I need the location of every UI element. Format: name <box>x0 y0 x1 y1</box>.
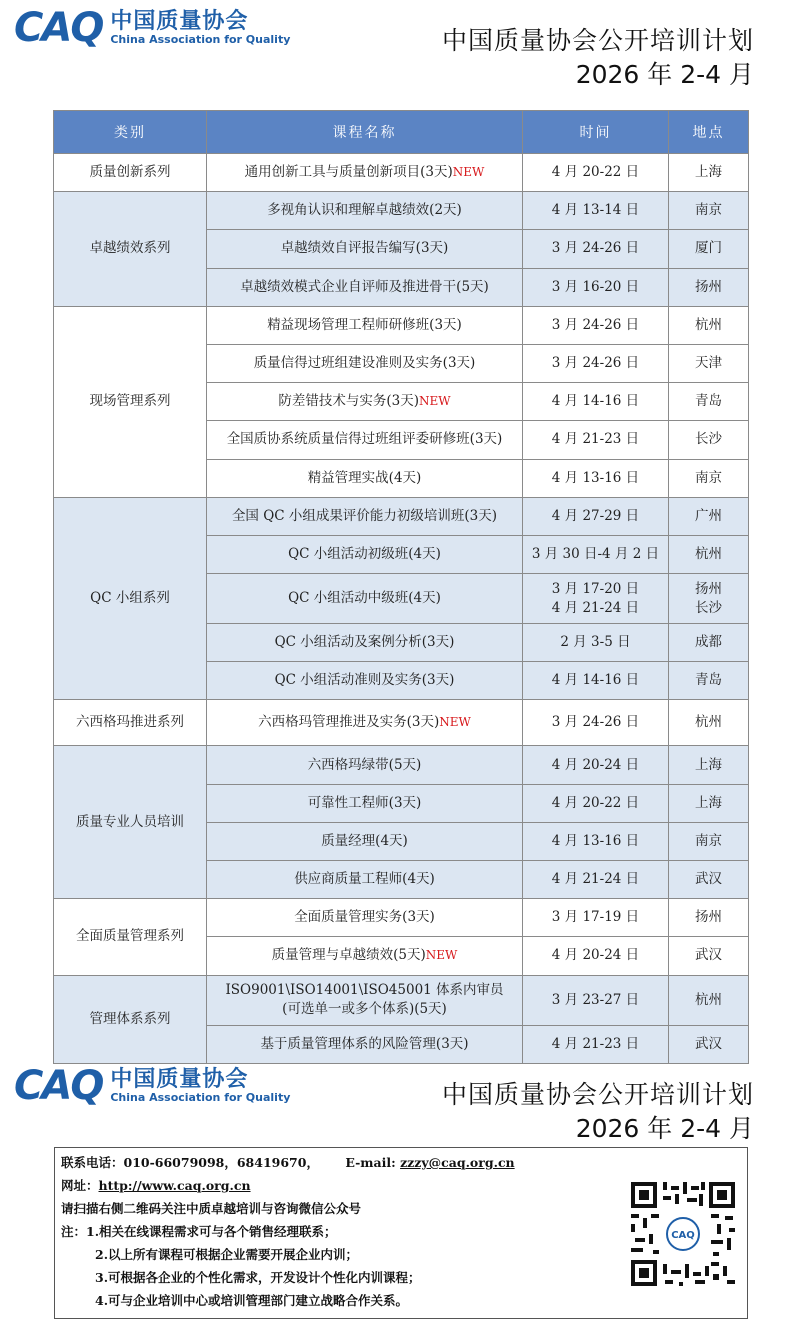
course-cell: 卓越绩效自评报告编写(3天) <box>207 230 523 268</box>
place-cell: 青岛 <box>669 662 749 700</box>
course-cell: 质量信得过班组建设准则及实务(3天) <box>207 344 523 382</box>
category-cell: 质量专业人员培训 <box>54 746 207 899</box>
category-cell: QC 小组系列 <box>54 497 207 700</box>
table-row <box>54 497 749 535</box>
place-cell: 厦门 <box>669 230 749 268</box>
contact-phone-line <box>61 1151 747 1174</box>
time-cell: 4 月 13-16 日 <box>523 822 669 860</box>
time-cell: 3 月 24-26 日 <box>523 306 669 344</box>
place-cell: 成都 <box>669 624 749 662</box>
course-cell: 精益现场管理工程师研修班(3天) <box>207 306 523 344</box>
place-cell: 青岛 <box>669 383 749 421</box>
category-cell: 管理体系系列 <box>54 975 207 1063</box>
caq-logo-mark: CAQ <box>14 1063 103 1109</box>
note-item: 注：1.相关在线课程需求可与各个销售经理联系； <box>61 1224 337 1239</box>
place-cell: 杭州 <box>669 535 749 573</box>
place-cell: 南京 <box>669 822 749 860</box>
header-time: 时间 <box>523 111 669 154</box>
time-cell: 3 月 24-26 日 <box>523 344 669 382</box>
place-cell: 南京 <box>669 192 749 230</box>
table-row <box>54 899 749 937</box>
course-cell: 防差错技术与实务(3天)NEW <box>207 383 523 421</box>
time-cell: 4 月 13-14 日 <box>523 192 669 230</box>
course-cell: 全面质量管理实务(3天) <box>207 899 523 937</box>
note-item: 4.可与企业培训中心或培训管理部门建立战略合作关系。 <box>95 1293 409 1308</box>
time-cell: 4 月 14-16 日 <box>523 662 669 700</box>
time-cell: 4 月 21-24 日 <box>523 861 669 899</box>
course-cell: 全国质协系统质量信得过班组评委研修班(3天) <box>207 421 523 459</box>
course-cell: QC 小组活动中级班(4天) <box>207 574 523 624</box>
time-cell: 3 月 24-26 日 <box>523 230 669 268</box>
schedule-table <box>53 110 749 1064</box>
caq-logo-mark: CAQ <box>14 5 103 51</box>
logo-chinese-name: 中国质量协会 <box>110 1066 249 1092</box>
table-row <box>54 700 749 746</box>
place-cell: 武汉 <box>669 937 749 975</box>
note-item: 3.可根据各企业的个性化需求，开发设计个性化内训课程； <box>95 1270 421 1285</box>
place-cell: 杭州 <box>669 306 749 344</box>
time-cell: 3 月 16-20 日 <box>523 268 669 306</box>
header-place: 地点 <box>669 111 749 154</box>
email-label: E-mail: <box>345 1155 396 1170</box>
category-cell: 全面质量管理系列 <box>54 899 207 975</box>
title-main: 中国质量协会公开培训计划 <box>441 1080 754 1109</box>
course-cell: 全国 QC 小组成果评价能力初级培训班(3天) <box>207 497 523 535</box>
course-cell: 六西格玛管理推进及实务(3天)NEW <box>207 700 523 746</box>
page-title <box>442 24 754 92</box>
time-cell: 4 月 21-23 日 <box>523 421 669 459</box>
place-cell: 杭州 <box>669 700 749 746</box>
title-period: 2026 年 2-4 月 <box>575 1114 754 1143</box>
time-cell: 4 月 20-22 日 <box>523 784 669 822</box>
time-cell: 4 月 27-29 日 <box>523 497 669 535</box>
place-cell: 长沙 <box>669 421 749 459</box>
place-cell: 广州 <box>669 497 749 535</box>
email-link[interactable]: zzzy@caq.org.cn <box>400 1155 515 1170</box>
place-cell: 扬州 长沙 <box>669 574 749 624</box>
table-row <box>54 975 749 1025</box>
time-cell: 3 月 17-20 日 4 月 21-24 日 <box>523 574 669 624</box>
place-cell: 南京 <box>669 459 749 497</box>
qr-center-logo: CAQ <box>671 1230 695 1241</box>
course-cell: QC 小组活动及案例分析(3天) <box>207 624 523 662</box>
new-badge: NEW <box>452 165 485 180</box>
table-row <box>54 306 749 344</box>
category-cell: 卓越绩效系列 <box>54 192 207 307</box>
place-cell: 扬州 <box>669 899 749 937</box>
time-cell: 4 月 13-16 日 <box>523 459 669 497</box>
table-row <box>54 154 749 192</box>
course-cell: 通用创新工具与质量创新项目(3天)NEW <box>207 154 523 192</box>
caq-logo-bottom <box>14 1063 291 1109</box>
new-badge: NEW <box>439 715 471 730</box>
place-cell: 扬州 <box>669 268 749 306</box>
course-cell: 基于质量管理体系的风险管理(3天) <box>207 1025 523 1063</box>
course-cell: 卓越绩效模式企业自评师及推进骨干(5天) <box>207 268 523 306</box>
place-cell: 武汉 <box>669 861 749 899</box>
course-cell: 质量经理(4天) <box>207 822 523 860</box>
place-cell: 武汉 <box>669 1025 749 1063</box>
place-cell: 天津 <box>669 344 749 382</box>
caq-logo <box>14 5 291 51</box>
page-title-bottom <box>442 1078 754 1146</box>
course-cell: 精益管理实战(4天) <box>207 459 523 497</box>
course-cell: 供应商质量工程师(4天) <box>207 861 523 899</box>
table-header-row <box>54 111 749 154</box>
table-row <box>54 746 749 784</box>
course-cell: ISO9001\ISO14001\ISO45001 体系内审员 (可选单一或多个体系)(5天) <box>207 975 523 1025</box>
header-course: 课程名称 <box>207 111 523 154</box>
category-cell: 现场管理系列 <box>54 306 207 497</box>
time-cell: 4 月 20-22 日 <box>523 154 669 192</box>
title-period: 2026 年 2-4 月 <box>575 60 754 89</box>
course-cell: 质量管理与卓越绩效(5天)NEW <box>207 937 523 975</box>
time-cell: 3 月 23-27 日 <box>523 975 669 1025</box>
category-cell: 六西格玛推进系列 <box>54 700 207 746</box>
contact-phone: 联系电话：010-66079098，68419670， <box>61 1155 319 1170</box>
header-category: 类别 <box>54 111 207 154</box>
new-badge: NEW <box>425 948 458 963</box>
title-main: 中国质量协会公开培训计划 <box>441 26 754 55</box>
course-cell: 可靠性工程师(3天) <box>207 784 523 822</box>
time-cell: 2 月 3-5 日 <box>523 624 669 662</box>
place-cell: 上海 <box>669 746 749 784</box>
table-row <box>54 192 749 230</box>
place-cell: 上海 <box>669 784 749 822</box>
course-cell: 六西格玛绿带(5天) <box>207 746 523 784</box>
time-cell: 4 月 14-16 日 <box>523 383 669 421</box>
course-cell: QC 小组活动准则及实务(3天) <box>207 662 523 700</box>
web-link[interactable]: http://www.caq.org.cn <box>98 1178 251 1193</box>
logo-english-name: China Association for Quality <box>110 32 291 46</box>
wechat-qr-code[interactable] <box>627 1178 739 1290</box>
logo-chinese-name: 中国质量协会 <box>110 8 249 34</box>
course-cell: 多视角认识和理解卓越绩效(2天) <box>207 192 523 230</box>
qr-hint: 请扫描右侧二维码关注中质卓越培训与咨询微信公众号 <box>61 1201 362 1216</box>
time-cell: 3 月 24-26 日 <box>523 700 669 746</box>
time-cell: 4 月 20-24 日 <box>523 746 669 784</box>
course-cell: QC 小组活动初级班(4天) <box>207 535 523 573</box>
place-cell: 杭州 <box>669 975 749 1025</box>
logo-english-name: China Association for Quality <box>110 1090 291 1104</box>
time-cell: 3 月 30 日-4 月 2 日 <box>523 535 669 573</box>
place-cell: 上海 <box>669 154 749 192</box>
time-cell: 4 月 21-23 日 <box>523 1025 669 1063</box>
new-badge: NEW <box>419 394 451 409</box>
note-item: 2.以上所有课程可根据企业需要开展企业内训； <box>95 1247 359 1262</box>
time-cell: 3 月 17-19 日 <box>523 899 669 937</box>
time-cell: 4 月 20-24 日 <box>523 937 669 975</box>
category-cell: 质量创新系列 <box>54 154 207 192</box>
web-label: 网址： <box>61 1178 99 1193</box>
